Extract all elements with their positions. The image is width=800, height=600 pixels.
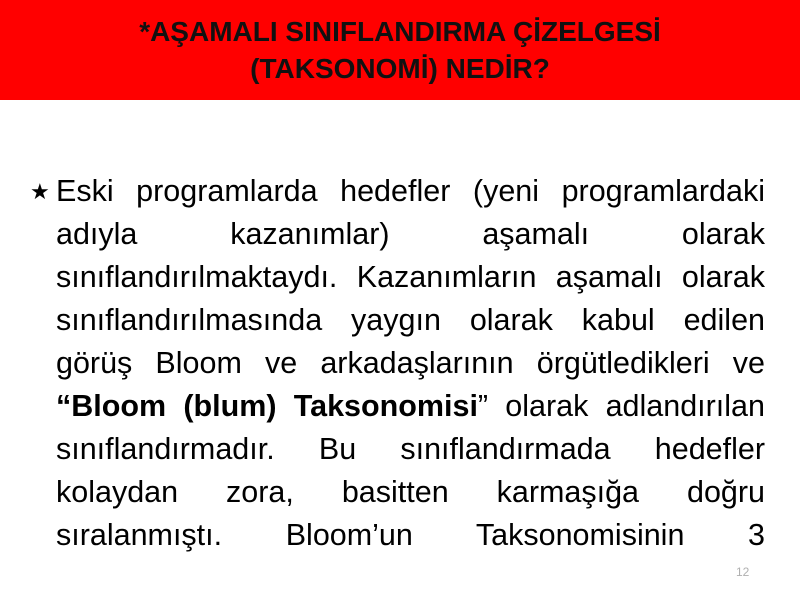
star-icon: ★ bbox=[30, 179, 50, 204]
page-number: 12 bbox=[736, 565, 750, 579]
slide-title-line-1: *AŞAMALI SINIFLANDIRMA ÇİZELGESİ bbox=[139, 16, 661, 47]
paragraph-text-part-1: Eski programlarda hedefler (yeni programlardaki adıyla kazanımlar) aşamalı olarak sınıflandırılmaktaydı. Kazanımların aşamalı olarak sınıflandırılmasında yaygın olarak kabul edilen görüş Bloom ve arkadaşlarının örgütledikleri ve bbox=[56, 174, 765, 380]
bullet-paragraph bbox=[56, 170, 765, 557]
title-bar bbox=[0, 0, 800, 100]
bullet-item bbox=[30, 170, 765, 557]
slide-title bbox=[139, 13, 661, 87]
paragraph-text-part-2: ” olarak adlandırılan sınıflandırmadır. Bu sınıflandırmada hedefler kolaydan zora, basitten karmaşığa doğru sıralanmıştı. Bloom’un Taksonomisinin 3 bbox=[56, 389, 765, 552]
slide-title-line-2: (TAKSONOMİ) NEDİR? bbox=[250, 53, 550, 84]
paragraph-bold-term: “Bloom (blum) Taksonomisi bbox=[56, 389, 478, 423]
